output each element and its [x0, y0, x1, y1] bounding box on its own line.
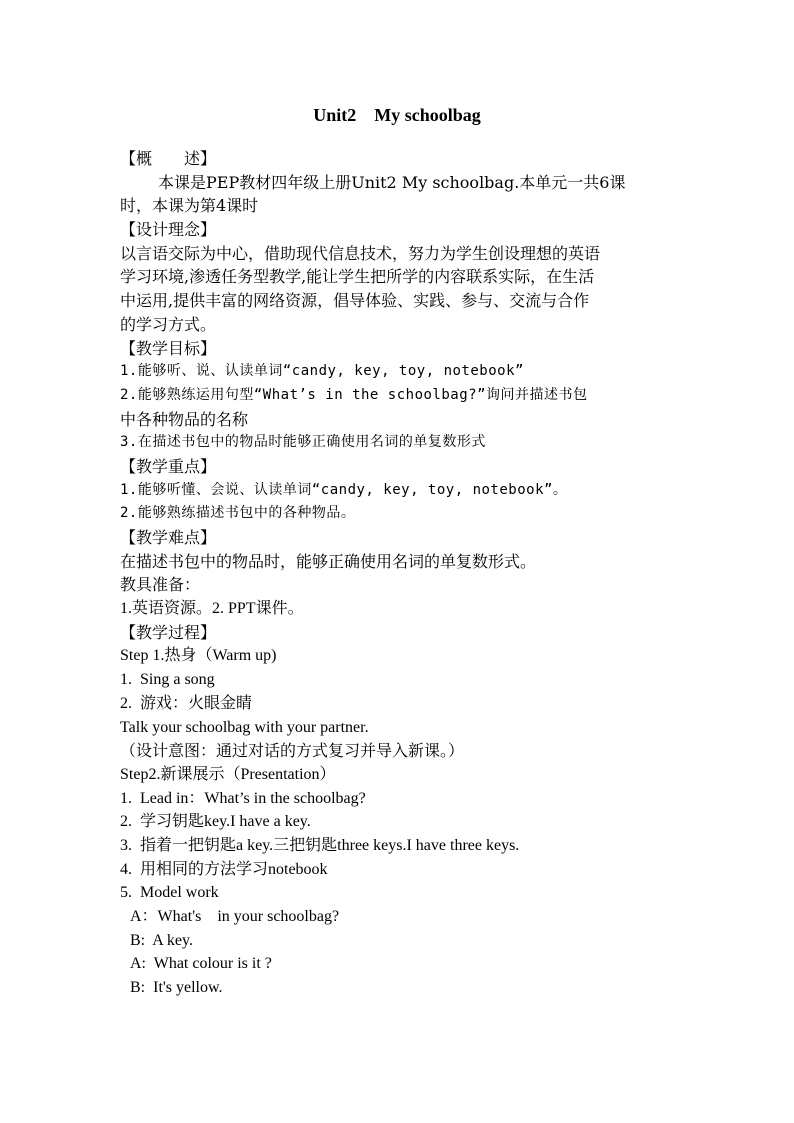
overview-heading: 【概 述】 — [120, 149, 217, 168]
objectives-heading: 【教学目标】 — [120, 338, 217, 358]
document-title: Unit2 My schoolbag — [313, 105, 481, 125]
objective-item: 3.在描述书包中的物品时能够正确使用名词的单复数形式 — [120, 434, 486, 451]
dialog-line: A: What colour is it ? — [130, 955, 272, 973]
process-heading: 【教学过程】 — [120, 622, 217, 642]
process-step: 5. Model work — [120, 884, 219, 902]
process-step: 3. 指着一把钥匙a key.三把钥匙three keys.I have three keys. — [120, 836, 520, 854]
key-points-heading: 【教学重点】 — [120, 456, 217, 476]
overview-line: 时，本课为第4课时 — [120, 196, 259, 216]
process-step: 2. 游戏：火眼金睛 — [120, 694, 253, 712]
process-step: 1. Sing a song — [120, 671, 215, 689]
process-step: 1. Lead in：What’s in the schoolbag? — [120, 789, 366, 807]
key-point-item: 1.能够听懂、会说、认读单词“candy, key, toy, notebook”。 — [120, 481, 568, 498]
dialog-line: B: It's yellow. — [130, 979, 223, 997]
process-step: Step2.新课展示（Presentation） — [120, 765, 336, 783]
key-point-item: 2.能够熟练描述书包中的各种物品。 — [120, 505, 356, 522]
process-step: Talk your schoolbag with your partner. — [120, 718, 369, 736]
process-step: （设计意图：通过对话的方式复习并导入新课。） — [120, 741, 465, 761]
process-step: 2. 学习钥匙key.I have a key. — [120, 813, 311, 831]
process-step: Step 1.热身（Warm up) — [120, 647, 277, 665]
design-concept-heading: 【设计理念】 — [120, 220, 217, 240]
preparation-heading: 教具准备： — [120, 575, 201, 595]
design-concept-line: 中运用,提供丰富的网络资源，倡导体验、实践、参与、交流与合作 — [120, 291, 590, 311]
process-step: 4. 用相同的方法学习notebook — [120, 860, 328, 878]
objective-item: 1.能够听、说、认读单词“candy, key, toy, notebook” — [120, 363, 524, 380]
difficulty-item: 在描述书包中的物品时，能够正确使用名词的单复数形式。 — [120, 551, 537, 571]
preparation-item: 1.英语资源。2. PPT课件。 — [120, 600, 304, 618]
design-concept-line: 以言语交际为中心，借助现代信息技术，努力为学生创设理想的英语 — [120, 243, 601, 263]
difficulties-heading: 【教学难点】 — [120, 528, 217, 547]
overview-line: 本课是PEP教材四年级上册Unit2 My schoolbag.本单元一共6课 — [158, 172, 626, 192]
dialog-line: B: A key. — [130, 931, 193, 949]
objective-item: 2.能够熟练运用句型“What’s in the schoolbag?”询问并描述书包 — [120, 386, 588, 403]
document-body — [120, 147, 680, 1000]
design-concept-line: 的学习方式。 — [120, 314, 217, 334]
design-concept-line: 学习环境,渗透任务型教学,能让学生把所学的内容联系实际，在生活 — [120, 267, 595, 287]
objective-item: 中各种物品的名称 — [120, 409, 249, 429]
dialog-line: A：What's in your schoolbag? — [130, 908, 340, 925]
